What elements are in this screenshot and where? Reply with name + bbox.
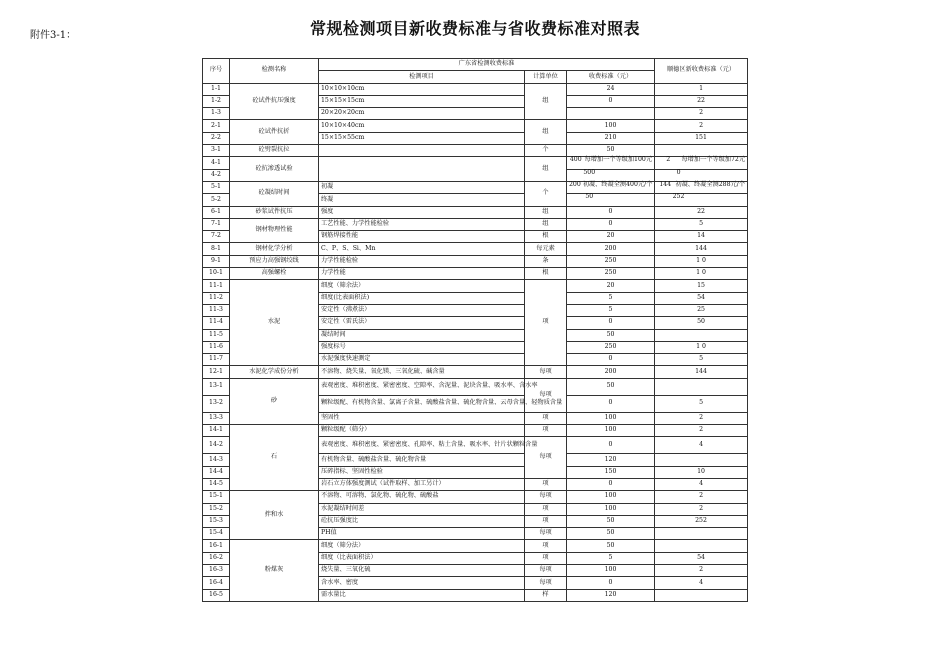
row-test-name: 砂浆试件抗压	[230, 206, 319, 218]
row-seq: 2-1	[203, 120, 230, 132]
row-unit: 组	[525, 83, 567, 120]
row-fee: 0	[567, 218, 655, 230]
row-fee-value: 400	[569, 156, 582, 164]
row-fee: 100	[567, 491, 655, 503]
row-item: 不溶物、可溶物、氯化物、硫化物、硫酸盐	[319, 491, 525, 503]
row-seq: 13-2	[203, 395, 230, 412]
row-shunde-fee: 15	[655, 280, 748, 292]
header-unit: 计算单位	[525, 71, 567, 83]
row-fee	[567, 157, 655, 169]
row-seq: 4-2	[203, 169, 230, 181]
row-fee: 150	[567, 466, 655, 478]
row-fee: 0	[567, 95, 655, 107]
row-fee: 0	[567, 437, 655, 454]
row-shunde-fee	[655, 378, 748, 395]
row-test-name: 砼试件抗压强度	[230, 83, 319, 120]
row-unit: 根	[525, 231, 567, 243]
table-row	[203, 157, 748, 169]
row-shunde-value: 0	[676, 168, 681, 176]
row-fee-note: 每增加一个等级加100元	[584, 156, 653, 164]
row-fee-note: 初凝、终凝全测400元/个	[582, 180, 653, 188]
row-fee: 100	[567, 120, 655, 132]
row-test-name: 钢材化学分析	[230, 243, 319, 255]
row-test-name: 粉煤灰	[230, 540, 319, 601]
row-shunde-fee	[655, 157, 748, 169]
row-shunde-note: 初凝、终凝全测288元/个	[675, 180, 746, 188]
row-fee	[567, 108, 655, 120]
row-seq: 16-2	[203, 552, 230, 564]
row-unit: 项	[525, 412, 567, 424]
row-item: 初凝	[319, 181, 525, 193]
row-fee: 200	[567, 243, 655, 255]
row-shunde-value: 252	[672, 193, 685, 201]
table-row	[203, 145, 748, 157]
row-fee: 50	[567, 540, 655, 552]
row-shunde-fee: 5	[655, 354, 748, 366]
row-fee-note	[610, 194, 653, 205]
row-test-name: 石	[230, 425, 319, 491]
row-test-name: 高强螺栓	[230, 268, 319, 280]
row-fee: 5	[567, 304, 655, 316]
row-fee: 120	[567, 454, 655, 466]
row-shunde-fee: 144	[655, 243, 748, 255]
row-shunde-fee	[655, 194, 748, 206]
table-row	[203, 206, 748, 218]
row-item: 颗粒级配（筛分）	[319, 425, 525, 437]
row-shunde-fee: 151	[655, 132, 748, 144]
row-item: 砼抗压强度比	[319, 515, 525, 527]
row-item: 力学性能	[319, 268, 525, 280]
row-fee	[567, 194, 655, 206]
row-seq: 7-2	[203, 231, 230, 243]
row-fee: 100	[567, 412, 655, 424]
row-shunde-fee: 2	[655, 120, 748, 132]
row-test-name: 预应力高强钢绞线	[230, 255, 319, 267]
row-shunde-fee: 14	[655, 231, 748, 243]
header-province-group: 广东省检测收费标准	[319, 59, 655, 71]
row-seq: 11-6	[203, 341, 230, 353]
row-item: C、P、S、Si、Mn	[319, 243, 525, 255]
row-item	[319, 145, 525, 157]
row-unit: 项	[525, 540, 567, 552]
row-fee: 100	[567, 425, 655, 437]
row-shunde-note	[700, 170, 745, 181]
row-seq: 16-1	[203, 540, 230, 552]
table-row	[203, 255, 748, 267]
row-seq: 8-1	[203, 243, 230, 255]
row-shunde-fee: 2	[655, 412, 748, 424]
row-seq: 11-7	[203, 354, 230, 366]
row-shunde-fee: 252	[655, 515, 748, 527]
row-item: 细度（筛余法）	[319, 280, 525, 292]
row-fee: 20	[567, 231, 655, 243]
row-unit: 项	[525, 425, 567, 437]
row-shunde-fee	[655, 454, 748, 466]
row-fee: 0	[567, 317, 655, 329]
row-unit: 项	[525, 552, 567, 564]
row-seq: 14-5	[203, 478, 230, 490]
row-seq: 14-4	[203, 466, 230, 478]
row-seq: 1-2	[203, 95, 230, 107]
row-fee: 200	[567, 366, 655, 378]
row-shunde-fee: 5	[655, 218, 748, 230]
row-unit: 组	[525, 120, 567, 145]
header-fee: 收费标准（元）	[567, 71, 655, 83]
row-item: 力学性能检验	[319, 255, 525, 267]
row-item: PH值	[319, 528, 525, 540]
row-shunde-fee: 50	[655, 317, 748, 329]
row-unit: 项	[525, 478, 567, 490]
row-unit: 项	[525, 280, 567, 366]
row-fee: 250	[567, 255, 655, 267]
row-fee: 0	[567, 478, 655, 490]
row-seq: 16-4	[203, 577, 230, 589]
row-item: 工艺性能、力学性能检验	[319, 218, 525, 230]
row-seq: 11-3	[203, 304, 230, 316]
row-item: 表观密度、堆积密度、紧密密度、孔隙率、粘土含量、吸水率、针片状颗粒含量	[319, 437, 525, 454]
row-item: 10×10×10cm	[319, 83, 525, 95]
row-unit: 每项	[525, 437, 567, 479]
row-seq: 4-1	[203, 157, 230, 169]
row-shunde-fee	[655, 329, 748, 341]
row-shunde-fee: 1 0	[655, 255, 748, 267]
row-fee	[567, 169, 655, 181]
row-fee: 5	[567, 552, 655, 564]
row-test-name: 水泥化学成份分析	[230, 366, 319, 378]
row-fee: 24	[567, 83, 655, 95]
row-shunde-fee: 2	[655, 564, 748, 576]
table-row	[203, 280, 748, 292]
row-shunde-fee: 54	[655, 292, 748, 304]
row-shunde-fee: 1 0	[655, 268, 748, 280]
header-item: 检测项目	[319, 71, 525, 83]
row-test-name: 钢材物理性能	[230, 218, 319, 243]
table-row	[203, 83, 748, 95]
row-fee: 210	[567, 132, 655, 144]
table-row	[203, 491, 748, 503]
row-seq: 14-1	[203, 425, 230, 437]
row-seq: 1-3	[203, 108, 230, 120]
row-shunde-fee: 2	[655, 503, 748, 515]
row-item: 细度（筛分法）	[319, 540, 525, 552]
row-item: 细度（比表面积法）	[319, 552, 525, 564]
table-row	[203, 181, 748, 193]
row-shunde-fee	[655, 169, 748, 181]
row-unit: 每项	[525, 378, 567, 412]
row-test-name: 拌和水	[230, 491, 319, 540]
row-seq: 2-2	[203, 132, 230, 144]
table-row	[203, 268, 748, 280]
row-fee-value: 200	[569, 180, 581, 188]
table-row	[203, 425, 748, 437]
row-seq: 11-4	[203, 317, 230, 329]
row-seq: 15-3	[203, 515, 230, 527]
row-seq: 16-5	[203, 589, 230, 601]
row-unit: 组	[525, 218, 567, 230]
row-shunde-fee: 4	[655, 577, 748, 589]
row-shunde-fee	[655, 528, 748, 540]
row-unit: 组	[525, 157, 567, 182]
row-shunde-fee: 10	[655, 466, 748, 478]
row-seq: 14-3	[203, 454, 230, 466]
row-fee: 0	[567, 206, 655, 218]
row-seq: 9-1	[203, 255, 230, 267]
row-item: 强度	[319, 206, 525, 218]
row-seq: 11-5	[203, 329, 230, 341]
row-test-name: 砼劈裂抗拉	[230, 145, 319, 157]
row-unit: 项	[525, 503, 567, 515]
row-fee-value: 500	[583, 168, 596, 176]
row-item: 压碎指标、坚固性检验	[319, 466, 525, 478]
row-item: 钢筋焊接性能	[319, 231, 525, 243]
row-seq: 13-1	[203, 378, 230, 395]
row-item: 含水率、密度	[319, 577, 525, 589]
row-item: 凝结时间	[319, 329, 525, 341]
row-item: 烧失量、三氧化硫	[319, 564, 525, 576]
header-name: 检测名称	[230, 59, 319, 84]
row-fee: 20	[567, 280, 655, 292]
row-unit: 每元素	[525, 243, 567, 255]
row-shunde-fee: 4	[655, 478, 748, 490]
row-unit: 每项	[525, 564, 567, 576]
row-item: 有机物含量、硫酸盐含量、硫化物含量	[319, 454, 525, 466]
row-unit: 个	[525, 181, 567, 206]
header-seq: 序号	[203, 59, 230, 84]
row-seq: 13-3	[203, 412, 230, 424]
row-seq: 10-1	[203, 268, 230, 280]
row-seq: 7-1	[203, 218, 230, 230]
row-test-name: 砼试件抗折	[230, 120, 319, 145]
row-fee: 50	[567, 528, 655, 540]
row-unit: 组	[525, 206, 567, 218]
row-item: 需水量比	[319, 589, 525, 601]
row-seq: 11-2	[203, 292, 230, 304]
row-fee: 50	[567, 378, 655, 395]
header-shunde: 顺德区新收费标准（元）	[655, 59, 748, 84]
row-fee: 5	[567, 292, 655, 304]
row-shunde-fee: 25	[655, 304, 748, 316]
row-shunde-fee: 1 0	[655, 341, 748, 353]
row-seq: 1-1	[203, 83, 230, 95]
row-item: 20×20×20cm	[319, 108, 525, 120]
row-seq: 14-2	[203, 437, 230, 454]
table-body	[203, 83, 748, 601]
row-item: 15×15×55cm	[319, 132, 525, 144]
row-fee: 0	[567, 395, 655, 412]
row-item: 细度(比表面积法)	[319, 292, 525, 304]
table-row	[203, 120, 748, 132]
row-item: 岩石立方体强度测试（试件取样、加工另计）	[319, 478, 525, 490]
row-fee-note	[610, 170, 653, 181]
row-item: 终凝	[319, 194, 525, 206]
row-shunde-fee: 54	[655, 552, 748, 564]
row-shunde-fee: 144	[655, 366, 748, 378]
row-shunde-fee: 2	[655, 425, 748, 437]
row-unit: 项	[525, 515, 567, 527]
table-row	[203, 243, 748, 255]
row-shunde-note: 每增加一个等级加72元	[681, 156, 746, 164]
row-shunde-fee: 22	[655, 95, 748, 107]
row-unit: 每项	[525, 491, 567, 503]
attachment-label: 附件3-1：	[30, 30, 77, 41]
row-seq: 5-2	[203, 194, 230, 206]
row-fee: 0	[567, 577, 655, 589]
row-item: 强度标号	[319, 341, 525, 353]
row-shunde-fee	[655, 589, 748, 601]
row-fee	[567, 181, 655, 193]
row-shunde-fee	[655, 181, 748, 193]
row-shunde-note	[700, 194, 745, 205]
row-fee-value: 50	[585, 193, 594, 201]
row-unit: 样	[525, 589, 567, 601]
row-item: 10×10×40cm	[319, 120, 525, 132]
row-seq: 12-1	[203, 366, 230, 378]
row-shunde-value: 2	[666, 156, 671, 164]
table-row	[203, 378, 748, 395]
fee-comparison-table	[202, 58, 748, 602]
row-item: 表观密度、堆积密度、紧密密度、空隙率、含泥量、泥块含量、吸水率、含水率	[319, 378, 525, 395]
row-unit: 条	[525, 255, 567, 267]
row-seq: 15-4	[203, 528, 230, 540]
row-unit: 每项	[525, 577, 567, 589]
row-shunde-fee: 5	[655, 395, 748, 412]
row-seq: 15-1	[203, 491, 230, 503]
row-test-name: 砂	[230, 378, 319, 424]
row-fee: 50	[567, 515, 655, 527]
row-unit: 根	[525, 268, 567, 280]
row-unit: 个	[525, 145, 567, 157]
row-fee: 100	[567, 564, 655, 576]
row-item: 安定性（沸煮法）	[319, 304, 525, 316]
row-item: 不溶物、烧失量、氧化镁、三氧化硫、碱含量	[319, 366, 525, 378]
row-seq: 16-3	[203, 564, 230, 576]
row-seq: 11-1	[203, 280, 230, 292]
row-fee: 120	[567, 589, 655, 601]
row-fee: 250	[567, 341, 655, 353]
row-item: 坚固性	[319, 412, 525, 424]
row-shunde-fee	[655, 540, 748, 552]
row-seq: 5-1	[203, 181, 230, 193]
row-test-name: 水泥	[230, 280, 319, 366]
row-seq: 15-2	[203, 503, 230, 515]
row-item: 安定性（雷氏法）	[319, 317, 525, 329]
row-item: 水泥强度快速测定	[319, 354, 525, 366]
row-item: 水泥凝结时间差	[319, 503, 525, 515]
row-unit: 每项	[525, 366, 567, 378]
page-title: 常规检测项目新收费标准与省收费标准对照表	[309, 19, 640, 38]
row-test-name: 砼凝结时间	[230, 181, 319, 206]
table-row	[203, 540, 748, 552]
row-fee: 100	[567, 503, 655, 515]
table-row	[203, 218, 748, 230]
row-fee: 250	[567, 268, 655, 280]
row-shunde-fee: 2	[655, 491, 748, 503]
row-fee: 50	[567, 145, 655, 157]
row-shunde-fee: 4	[655, 437, 748, 454]
row-seq: 6-1	[203, 206, 230, 218]
row-unit: 每项	[525, 528, 567, 540]
row-shunde-fee: 22	[655, 206, 748, 218]
row-seq: 3-1	[203, 145, 230, 157]
row-shunde-value: 144	[659, 180, 672, 188]
row-shunde-fee: 1	[655, 83, 748, 95]
row-shunde-fee: 2	[655, 108, 748, 120]
row-item	[319, 157, 525, 182]
row-item: 颗粒级配、有机物含量、氯离子含量、硫酸盐含量、硫化物含量、云母含量、轻物质含量	[319, 395, 525, 412]
table-row	[203, 366, 748, 378]
row-fee: 50	[567, 329, 655, 341]
row-item: 15×15×15cm	[319, 95, 525, 107]
row-fee: 0	[567, 354, 655, 366]
row-test-name: 砼抗渗透试验	[230, 157, 319, 182]
